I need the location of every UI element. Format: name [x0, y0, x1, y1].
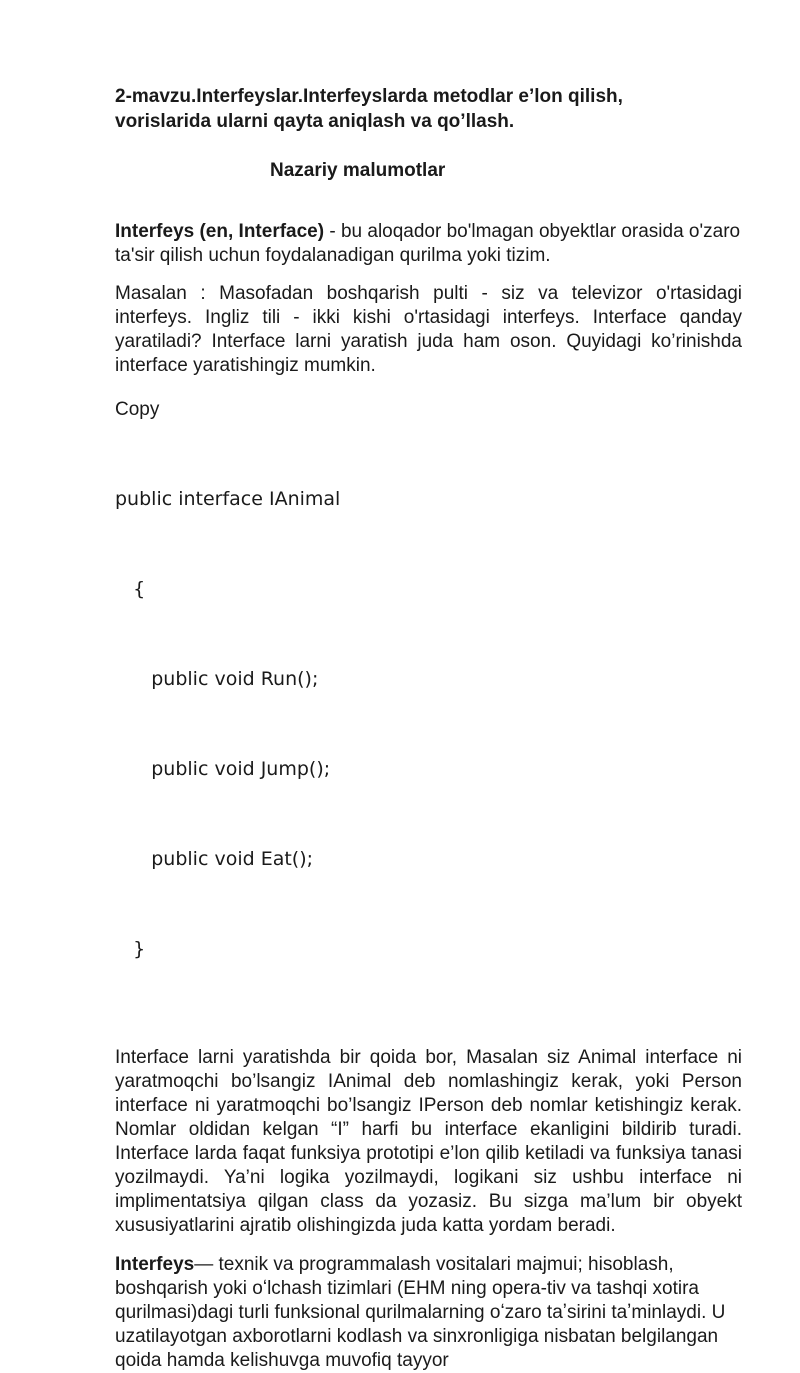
code-line: public interface IAnimal: [115, 488, 341, 510]
paragraph-example: Masalan : Masofadan boshqarish pulti - siz va televizor o'rtasidagi interfeys. Ingliz tili - ikki kishi o'rtasidagi interfeys. Interface qanday yaratiladi? Interface larni yaratish juda ham oson. Quyidagi ko’rinishda interface yaratishingiz mumkin.: [115, 283, 742, 376]
paragraph-bold-term: Interfeys (en, Interface): [115, 221, 325, 242]
code-line: }: [115, 938, 146, 960]
code-line: public void Eat();: [115, 848, 314, 870]
document-page: [115, 84, 742, 1373]
code-block: [115, 424, 742, 1024]
paragraph-naming-rule: Interface larni yaratishda bir qoida bor, Masalan siz Animal interface ni yaratmoqchi bo’lsangiz IAnimal deb nomlashingiz kerak, yoki Person interface ni yaratmoqchi bo’lsangiz IPerson deb nomlar ketishingiz kerak. Nomlar oldidan kelgan “I” harfi bu interface ekanligini bildirib turadi. Interface larda faqat funksiya prototipi e’lon qilib ketiladi va funksiya tanasi yozilmaydi. Ya’ni logika yozilmaydi, logikani siz ushbu interface ni implimentatsiya qilgan class da yozasiz. Bu sizga ma’lum bir obyekt xususiyatlarini ajratib olishingizda juda katta yordam beradi.: [115, 1047, 742, 1236]
title-line-1: 2-mavzu.Interfeyslar.Interfeyslarda metodlar e’lon qilish,: [115, 86, 623, 107]
paragraph-interfeys-definition: [115, 1253, 742, 1373]
code-line: public void Run();: [115, 668, 319, 690]
section-subtitle: Nazariy malumotlar: [270, 160, 446, 181]
title-line-2: vorislarida ularni qayta aniqlash va qo’llash.: [115, 111, 515, 132]
code-line: {: [115, 578, 146, 600]
document-title: [115, 84, 742, 134]
copy-label: Copy: [115, 399, 160, 420]
paragraph-text: - bu aloqador bo'lmagan obyektlar orasida o'zaro ta'sir qilish uchun foydalanadigan qurilma yoki tizim.: [115, 221, 741, 266]
code-line: public void Jump();: [115, 758, 331, 780]
paragraph-bold-term: Interfeys: [115, 1254, 195, 1275]
paragraph-interface-definition: [115, 220, 742, 268]
paragraph-text: — texnik va programmalash vositalari majmui; hisoblash, boshqarish yoki oʻlchash tizimlari (EHM ning opera-tiv va tashqi xotira qurilmasi)dagi turli funksional qurilmalarning oʻzaro taʼsirini taʼminlaydi. U uzatilayotgan axborotlarni kodlash va sinxronligiga nisbatan belgilangan qoida hamda kelishuvga muvofiq tayyor: [115, 1254, 726, 1371]
